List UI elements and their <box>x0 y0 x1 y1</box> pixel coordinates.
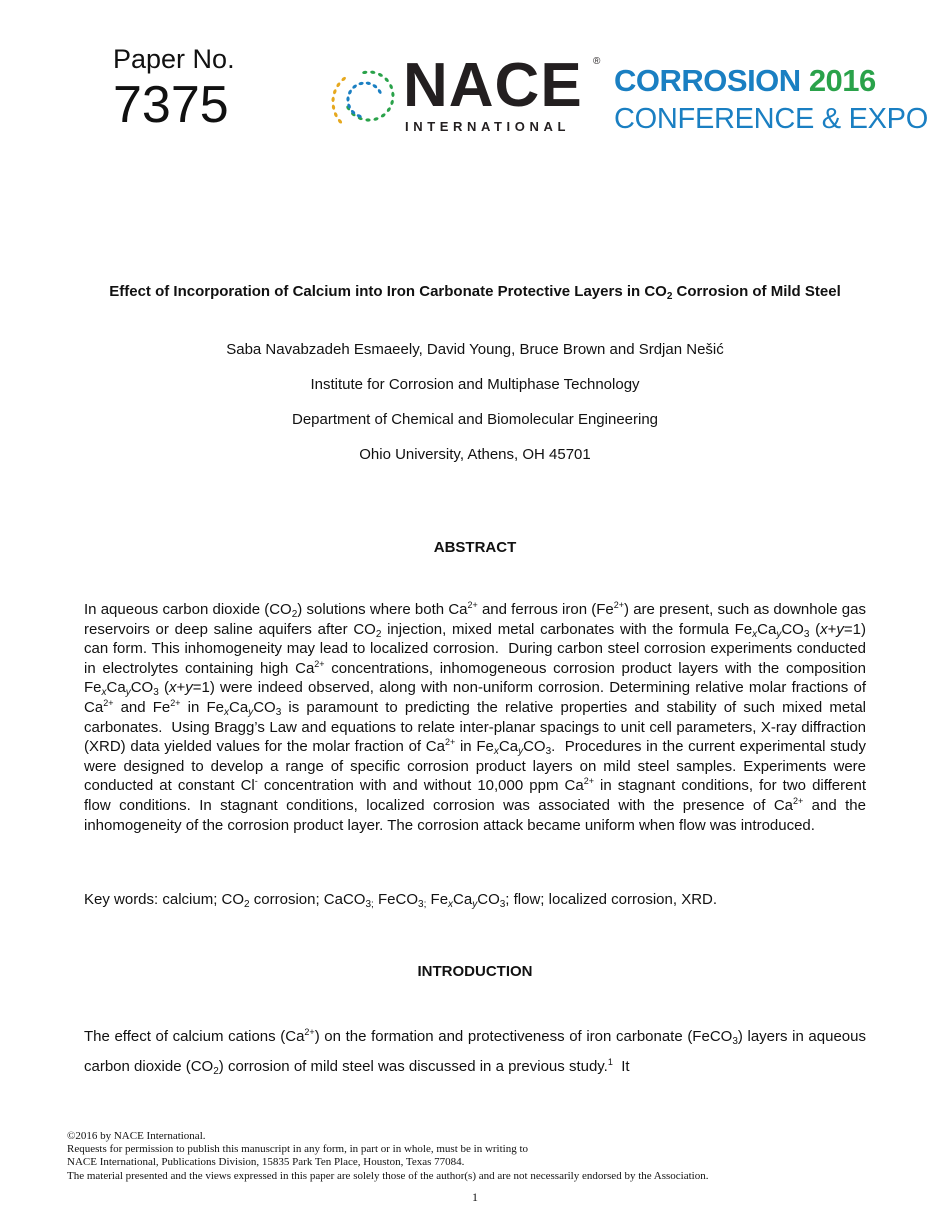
logo-dot <box>370 70 376 74</box>
registered-mark: ® <box>593 56 601 67</box>
footer-line: NACE International, Publications Division, 15835 Park Ten Place, Houston, Texas 77084. <box>67 1156 465 1169</box>
affiliation-address: Ohio University, Athens, OH 45701 <box>359 446 591 463</box>
logo-dot <box>390 99 394 105</box>
conference-year: 2016 <box>808 63 876 98</box>
title-part-b: Corrosion of Mild Steel <box>672 283 841 300</box>
logo-dot <box>352 84 358 90</box>
corrosion-word: CORROSION <box>614 63 801 98</box>
logo-dot <box>377 88 382 94</box>
abstract-heading: ABSTRACT <box>433 539 517 556</box>
logo-dot <box>386 107 392 113</box>
title-subscript: 2 <box>666 291 673 302</box>
logo-dot <box>331 97 335 102</box>
logo-dot <box>346 96 349 101</box>
conference-subtitle: CONFERENCE & EXPO <box>614 103 928 135</box>
footer-line: Requests for permission to publish this manuscript in any form, in part or in whole, must be in writing to <box>67 1143 529 1156</box>
nace-logo-mark-icon <box>325 62 405 134</box>
paper-number-block <box>113 44 235 134</box>
logo-dot <box>391 92 395 97</box>
nace-logo <box>325 51 605 134</box>
logo-dot <box>373 117 379 122</box>
logo-dot <box>336 82 342 88</box>
nace-wordmark: NACE <box>403 51 583 120</box>
introduction-heading: INTRODUCTION <box>417 963 533 980</box>
logo-dot <box>377 72 383 77</box>
affiliation-institute: Institute for Corrosion and Multiphase Technology <box>310 376 640 393</box>
abstract-body: In aqueous carbon dioxide $(CO_2)$ solutions where both $Ca^{2+}$ and ferrous iron $(Fe^{2+})$ are present, such as downhole gas reservoirs or deep saline aquifers after $CO_2$ injection, mixed metal carbonates with the formula $Fe_xCa_yCO_3$ (x+y=1) can form. This inhomogeneity may lead to localized corrosion. During carbon steel corrosion experiments conducted in electrolytes containing high $Ca^{2+}$ concentrations, inhomogeneous corrosion product layers with the composition $Fe_xCa_yCO_3$ (x+y=1) were indeed observed, along with non-uniform corrosion. Determining relative molar fractions of $Ca^{2+}$ and $Fe^{2+}$ in $Fe_xCa_yCO_3$ is paramount to predicting the relative properties and stability of such mixed metal carbonates. Using Bragg’s Law and equations to relate inter-planar spacings to unit cell parameters, X-ray diffraction (XRD) data yielded values for the molar fraction of $Ca^{2+}$ in $Fe_xCa_yCO_3$. Procedures in the current experimental study were designed to develop a range of specific corrosion product layers on mild steel samples. Experiments were conducted at constant Cl- concentration with and without 10,000 ppm $Ca^{2+}$ in stagnant conditions, for two different flow conditions. In stagnant conditions, localized corrosion was associated with the presence of $Ca^{2+}$ and the inhomogeneity of the corrosion product layer. The corrosion attack became uniform when flow was introduced. <box>84 600 866 834</box>
logo-dot <box>333 112 338 118</box>
paper-number-label: Paper No. <box>113 44 235 74</box>
logo-dot <box>347 89 352 95</box>
copyright-footer <box>67 1130 708 1183</box>
title-part-a: Effect of Incorporation of Calcium into Iron Carbonate Protective Layers in CO <box>109 283 667 300</box>
footer-line: ©2016 by NACE International. <box>67 1130 206 1142</box>
logo-dot <box>331 104 335 110</box>
logo-dot <box>365 118 370 121</box>
introduction-body: The effect of calcium cations $(Ca^{2+})$ on the formation and protectiveness of iron carbonate (FeCO$_3$) layers in aqueous carbon dioxide $(CO_2)$ corrosion of mild steel was discussed in a previous study.$^1$ It <box>84 1027 866 1077</box>
footer-line: The material presented and the views expressed in this paper are solely those of the author(s) and are not necessarily endorsed by the Association. <box>67 1169 709 1182</box>
logo-dot <box>341 76 347 82</box>
logo-dot <box>372 83 378 89</box>
keywords: Key words: calcium; $CO_2$ corrosion; CaCO$_{3;}$ FeCO$_{3;}$ $Fe_xCa_yCO_3$; flow; localized corrosion, XRD. <box>84 891 718 910</box>
logo-dot <box>332 89 337 95</box>
logo-dot <box>384 77 390 83</box>
logo-dot <box>358 81 364 85</box>
logo-dot <box>337 118 343 124</box>
conference-logo <box>614 64 928 136</box>
conference-title <box>614 64 928 98</box>
paper-title <box>90 281 860 303</box>
logo-dot <box>362 70 368 74</box>
logo-dot <box>380 113 386 119</box>
authors: Saba Navabzadeh Esmaeely, David Young, Bruce Brown and Srdjan Nešić <box>226 341 724 358</box>
nace-subtitle: INTERNATIONAL <box>405 119 570 134</box>
paper-number: 7375 <box>113 76 229 134</box>
page-number: 1 <box>472 1190 478 1204</box>
affiliation-department: Department of Chemical and Biomolecular Engineering <box>291 411 659 428</box>
logo-dot <box>365 81 371 85</box>
logo-dot <box>389 84 394 90</box>
